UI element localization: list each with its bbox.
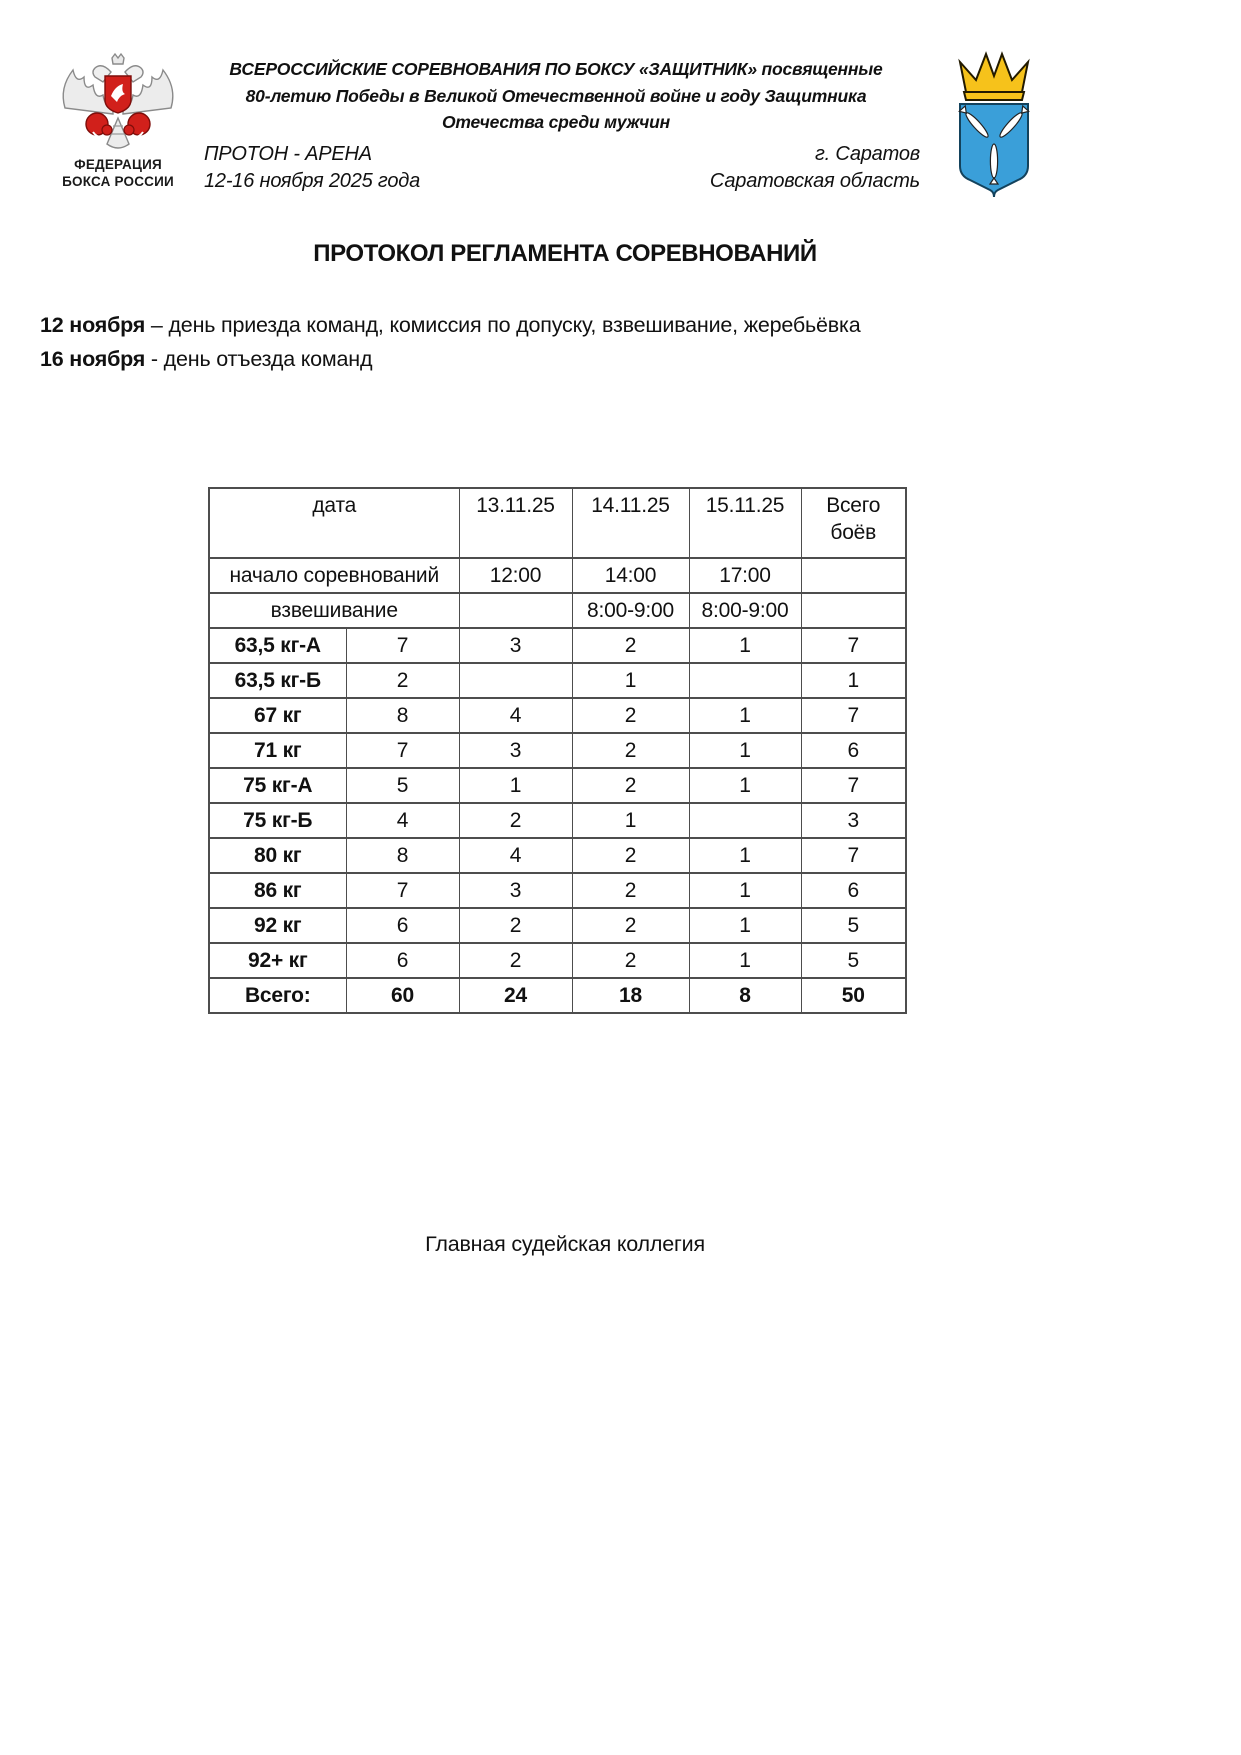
competition-header xyxy=(192,56,920,195)
saratov-coat-of-arms xyxy=(952,48,1036,200)
bouts-d2: 2 xyxy=(572,943,689,978)
header-total-bouts: Всего боёв xyxy=(801,488,906,558)
note-departure-text: - день отъезда команд xyxy=(145,347,373,371)
schedule-table-wrap xyxy=(208,487,907,1014)
bouts-total: 7 xyxy=(801,838,906,873)
note-arrival xyxy=(40,308,860,342)
bouts-total: 5 xyxy=(801,943,906,978)
participants-count: 7 xyxy=(346,873,459,908)
bouts-total: 1 xyxy=(801,663,906,698)
bouts-d3: 1 xyxy=(689,698,801,733)
totals-d3: 8 xyxy=(689,978,801,1013)
table-row xyxy=(209,698,906,733)
table-row xyxy=(209,908,906,943)
bouts-total: 7 xyxy=(801,768,906,803)
bouts-d1: 2 xyxy=(459,908,572,943)
header-date-label: дата xyxy=(209,488,459,558)
participants-count: 4 xyxy=(346,803,459,838)
bouts-d2: 2 xyxy=(572,733,689,768)
table-row xyxy=(209,943,906,978)
table-row xyxy=(209,628,906,663)
saratov-shield-icon xyxy=(952,48,1036,200)
weight-label: 92 кг xyxy=(209,908,346,943)
federation-caption-line2: БОКСА РОССИИ xyxy=(62,174,174,189)
weight-label: 75 кг-Б xyxy=(209,803,346,838)
bouts-d1 xyxy=(459,663,572,698)
weigh-in-d1 xyxy=(459,593,572,628)
header-date-3: 15.11.25 xyxy=(689,488,801,558)
participants-count: 7 xyxy=(346,733,459,768)
bouts-d3 xyxy=(689,803,801,838)
bouts-d2: 1 xyxy=(572,663,689,698)
table-row xyxy=(209,663,906,698)
bouts-d3: 1 xyxy=(689,908,801,943)
header-date-2: 14.11.25 xyxy=(572,488,689,558)
bouts-d2: 2 xyxy=(572,698,689,733)
start-time-row xyxy=(209,558,906,593)
weight-label: 92+ кг xyxy=(209,943,346,978)
bouts-d1: 3 xyxy=(459,733,572,768)
start-time-d1: 12:00 xyxy=(459,558,572,593)
totals-count: 60 xyxy=(346,978,459,1013)
competition-title-line3: Отечества среди мужчин xyxy=(442,112,670,132)
participants-count: 6 xyxy=(346,943,459,978)
bouts-d2: 2 xyxy=(572,628,689,663)
participants-count: 6 xyxy=(346,908,459,943)
bouts-d2: 2 xyxy=(572,908,689,943)
chief-judges-panel-label: Главная судейская коллегия xyxy=(425,1232,705,1256)
note-arrival-text: – день приезда команд, комиссия по допуску, взвешивание, жеребьёвка xyxy=(145,313,861,337)
bouts-d1: 3 xyxy=(459,628,572,663)
schedule-table xyxy=(208,487,907,1014)
totals-d2: 18 xyxy=(572,978,689,1013)
header-date-1: 13.11.25 xyxy=(459,488,572,558)
totals-total: 50 xyxy=(801,978,906,1013)
participants-count: 8 xyxy=(346,698,459,733)
start-time-label: начало соревнований xyxy=(209,558,459,593)
bouts-d3: 1 xyxy=(689,628,801,663)
table-row xyxy=(209,838,906,873)
bouts-total: 6 xyxy=(801,733,906,768)
participants-count: 2 xyxy=(346,663,459,698)
start-time-d3: 17:00 xyxy=(689,558,801,593)
bouts-d3: 1 xyxy=(689,733,801,768)
participants-count: 7 xyxy=(346,628,459,663)
note-departure-date: 16 ноября xyxy=(40,347,146,371)
bouts-d1: 2 xyxy=(459,803,572,838)
table-row xyxy=(209,873,906,908)
weight-label: 63,5 кг-Б xyxy=(209,663,346,698)
start-time-d2: 14:00 xyxy=(572,558,689,593)
venue-name: ПРОТОН - АРЕНА xyxy=(204,142,372,165)
boxing-federation-logo xyxy=(52,52,184,190)
city-name: г. Саратов xyxy=(814,142,920,165)
competition-title-line1: ВСЕРОССИЙСКИЕ СОРЕВНОВАНИЯ ПО БОКСУ «ЗАЩИТНИК» посвященные xyxy=(229,59,883,79)
weigh-in-d2: 8:00-9:00 xyxy=(572,593,689,628)
note-departure xyxy=(40,342,860,376)
table-row xyxy=(209,803,906,838)
table-row xyxy=(209,733,906,768)
bouts-d1: 4 xyxy=(459,698,572,733)
page-title: ПРОТОКОЛ РЕГЛАМЕНТА СОРЕВНОВАНИЙ xyxy=(313,240,817,267)
weigh-in-d3: 8:00-9:00 xyxy=(689,593,801,628)
weigh-in-label: взвешивание xyxy=(209,593,459,628)
weight-label: 80 кг xyxy=(209,838,346,873)
start-time-total xyxy=(801,558,906,593)
schedule-notes xyxy=(40,308,860,376)
bouts-total: 3 xyxy=(801,803,906,838)
bouts-d3: 1 xyxy=(689,873,801,908)
bouts-d2: 2 xyxy=(572,768,689,803)
bouts-d1: 4 xyxy=(459,838,572,873)
bouts-total: 6 xyxy=(801,873,906,908)
bouts-d2: 2 xyxy=(572,873,689,908)
bouts-total: 5 xyxy=(801,908,906,943)
federation-caption-line1: ФЕДЕРАЦИЯ xyxy=(74,157,162,172)
bouts-d3: 1 xyxy=(689,943,801,978)
weight-label: 63,5 кг-А xyxy=(209,628,346,663)
table-header-row xyxy=(209,488,906,558)
bouts-d3: 1 xyxy=(689,768,801,803)
bouts-total: 7 xyxy=(801,628,906,663)
note-arrival-date: 12 ноября xyxy=(40,313,146,337)
weight-label: 86 кг xyxy=(209,873,346,908)
bouts-total: 7 xyxy=(801,698,906,733)
bouts-d2: 2 xyxy=(572,838,689,873)
totals-label: Всего: xyxy=(209,978,346,1013)
participants-count: 8 xyxy=(346,838,459,873)
bouts-d3 xyxy=(689,663,801,698)
table-row xyxy=(209,768,906,803)
weight-label: 71 кг xyxy=(209,733,346,768)
weight-label: 67 кг xyxy=(209,698,346,733)
bouts-d1: 1 xyxy=(459,768,572,803)
weight-label: 75 кг-А xyxy=(209,768,346,803)
totals-row xyxy=(209,978,906,1013)
competition-title-line2: 80-летию Победы в Великой Отечественной войне и году Защитника xyxy=(245,85,867,106)
bouts-d3: 1 xyxy=(689,838,801,873)
region-name: Саратовская область xyxy=(709,169,920,192)
bouts-d1: 2 xyxy=(459,943,572,978)
weigh-in-total xyxy=(801,593,906,628)
bouts-d1: 3 xyxy=(459,873,572,908)
weigh-in-row xyxy=(209,593,906,628)
double-headed-eagle-icon xyxy=(55,52,181,156)
totals-d1: 24 xyxy=(459,978,572,1013)
participants-count: 5 xyxy=(346,768,459,803)
bouts-d2: 1 xyxy=(572,803,689,838)
competition-dates: 12-16 ноября 2025 года xyxy=(204,169,421,192)
